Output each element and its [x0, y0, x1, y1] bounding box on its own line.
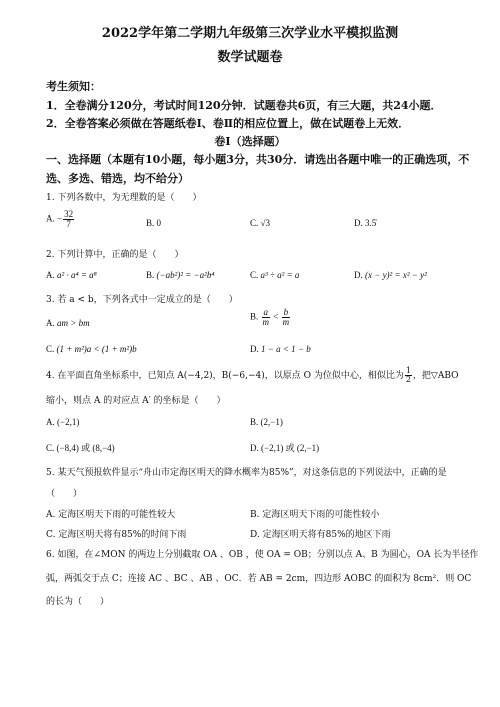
q6-line-2: 弧，两弧交于点 C；连接 AC 、BC 、AB 、OC．若 AB = 2cm，四边形 AOBC 的面积为 8cm²．则 OC: [46, 574, 472, 584]
q1-option-a: [46, 210, 75, 229]
section-instruction-line-1: 一、选择题（本题有10小题，每小题3分，共30分．请选出各题中唯一的正确选项，不: [46, 153, 470, 166]
q4-d-text: (−2,1) 或 (2,−1): [261, 443, 320, 453]
notice-line-2: 2．全卷答案必须做在答题纸卷Ⅰ、卷Ⅱ的相应位置上，做在试题卷上无效．: [46, 117, 410, 130]
q5-b-text: 定海区明天下雨的可能性较小: [262, 510, 380, 520]
q6-line-3: 的长为（ ）: [46, 597, 110, 607]
q2-b-label: B.: [146, 270, 155, 280]
q1-d-label: D.: [354, 218, 363, 228]
q1-stem: 1. 下列各数中，为无理数的是（ ）: [46, 193, 202, 203]
exam-subtitle: 数学试题卷: [217, 50, 283, 65]
q3-b-op: <: [273, 311, 279, 322]
q5-d-label: D.: [250, 530, 260, 540]
q3-d-text: 1 − a < 1 − b: [261, 344, 311, 354]
q2-d-text: (x − y)² = x² − y²: [365, 270, 427, 280]
part-title: 卷Ⅰ（选择题）: [214, 135, 286, 148]
q5-c-label: C.: [46, 530, 56, 540]
q3-c-text: (1 + m²)a < (1 + m²)b: [56, 344, 137, 354]
q1-a-minus: −: [57, 213, 63, 224]
q2-a-text: a² · a⁴ = a⁸: [57, 270, 97, 280]
q4-option-b: [250, 417, 283, 427]
q1-option-d: [354, 218, 376, 228]
q5-option-c: [46, 527, 186, 540]
q3-b-fraction-1: [262, 308, 271, 327]
q1-b-label: B.: [146, 218, 155, 228]
q4-d-label: D.: [250, 443, 259, 453]
q3-b-fraction-2: [282, 308, 291, 327]
notice-heading: 考生须知：: [46, 80, 101, 93]
q3-option-c: [46, 344, 137, 354]
q4-option-c: [46, 441, 115, 454]
q5-c-text: 定海区明天将有85%的时间下雨: [58, 530, 187, 540]
q2-option-a: [46, 270, 97, 280]
q3-b-num-1: a: [263, 307, 269, 317]
q3-option-b: [250, 308, 291, 327]
q5-b-label: B.: [250, 510, 260, 520]
q4-a-text: (−2,1): [57, 417, 80, 427]
q3-b-den-1: m: [262, 317, 270, 327]
q1-c-text: √3: [260, 218, 270, 228]
q3-b-label: B.: [250, 311, 259, 322]
q1-option-b: [146, 218, 161, 228]
q3-c-label: C.: [46, 344, 55, 354]
q1-c-label: C.: [250, 218, 259, 228]
q2-d-label: D.: [354, 270, 363, 280]
q4-ratio-den: 2: [405, 375, 411, 384]
q4-stem-line-1: [46, 367, 459, 384]
q3-a-label: A.: [46, 318, 55, 328]
q3-d-label: D.: [250, 344, 259, 354]
q3-option-d: [250, 344, 311, 354]
q3-a-text: am > bm: [57, 318, 90, 328]
q2-c-text: a³ ÷ a² = a: [260, 270, 300, 280]
q3-option-a: [46, 318, 90, 328]
q3-stem: 3. 若 a < b，下列各式中一定成立的是（ ）: [46, 295, 238, 305]
section-instruction-line-2: 选、多选、错选，均不给分）: [46, 172, 189, 185]
q5-d-text: 定海区明天将有85%的地区下雨: [262, 530, 391, 540]
q1-d-text: 3.5̇: [365, 218, 377, 228]
q4-b-label: B.: [250, 417, 259, 427]
q2-a-label: A.: [46, 270, 55, 280]
q4-b-text: (2,−1): [260, 417, 283, 427]
q1-option-c: [250, 218, 270, 228]
q4-stem-part-b: ，把▽ABO: [412, 371, 459, 381]
q3-b-num-2: b: [283, 307, 289, 317]
q2-option-b: [146, 270, 214, 280]
q5-option-d: [250, 527, 391, 540]
q2-option-c: [250, 270, 299, 280]
q5-option-a: [46, 507, 175, 520]
q4-c-label: C.: [46, 443, 55, 453]
q2-c-label: C.: [250, 270, 259, 280]
q1-a-label: A.: [46, 213, 55, 224]
q3-b-den-2: m: [282, 317, 290, 327]
q2-b-text: (−ab²)² = −a²b⁴: [156, 270, 215, 280]
q4-c-text: (−8,4) 或 (8,−4): [56, 443, 115, 453]
q4-stem-line-2: 缩小，则点 A 的对应点 A′ 的坐标是（ ）: [46, 396, 226, 406]
q6-line-1: 6. 如图，在∠MON 的两边上分别截取 OA 、OB ，使 OA = OB；分别以点 A、B 为圆心，OA 长为半径作: [46, 550, 479, 560]
q1-a-fraction: [63, 210, 74, 229]
q4-ratio-fraction: [405, 367, 412, 384]
q5-option-b: [250, 507, 379, 520]
q4-option-a: [46, 417, 79, 427]
q5-stem-line-2: （ ）: [46, 489, 83, 499]
q2-option-d: [354, 270, 427, 280]
q5-a-label: A.: [46, 510, 56, 520]
exam-title: 2022学年第二学期九年级第三次学业水平模拟监测: [101, 26, 399, 41]
q4-a-label: A.: [46, 417, 55, 427]
q4-stem-part-a: 4. 在平面直角坐标系中，已知点 A(−4,2)，B(−6,−4)，以原点 O 为位似中心，相似比为: [46, 371, 404, 381]
q1-a-denominator: 7: [66, 219, 71, 229]
q2-stem: 2. 下列计算中，正确的是（ ）: [46, 250, 184, 260]
q5-stem-line-1: 5. 某天气预报软件显示“舟山市定海区明天的降水概率为85%”，对这条信息的下列说法中，正确的是: [46, 468, 447, 478]
q1-a-numerator: 32: [64, 209, 74, 219]
q4-ratio-num: 1: [405, 366, 411, 375]
notice-line-1: 1．全卷满分120分，考试时间120分钟．试题卷共6页，有三大题，共24小题．: [46, 99, 442, 112]
q5-a-text: 定海区明天下雨的可能性较大: [58, 510, 176, 520]
q4-option-d: [250, 441, 319, 454]
q1-b-text: 0: [156, 218, 162, 228]
